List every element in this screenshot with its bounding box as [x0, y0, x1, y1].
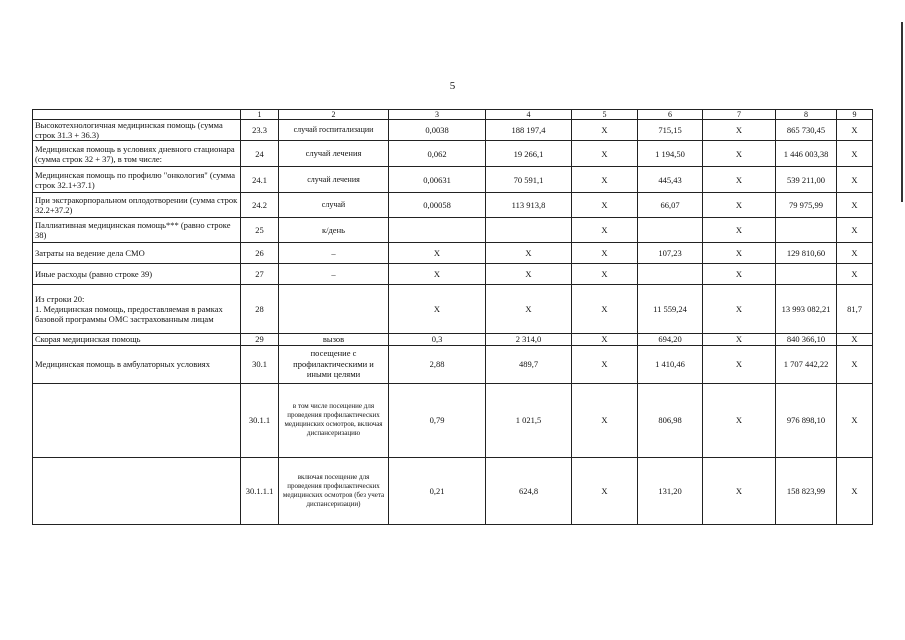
- row-code-cell: 30.1.1.1: [241, 457, 279, 524]
- row-code-cell: 24.2: [241, 193, 279, 218]
- col5-cell: X: [572, 193, 638, 218]
- col5-cell: X: [572, 383, 638, 457]
- col6-cell: 66,07: [638, 193, 703, 218]
- row-unit-cell: посещение с профилактическими и иными целями: [279, 345, 389, 383]
- row-code-cell: 30.1: [241, 345, 279, 383]
- header-cell: 6: [638, 110, 703, 120]
- col8-cell: 1 707 442,22: [776, 345, 837, 383]
- col7-cell: X: [703, 285, 776, 334]
- row-code-cell: 30.1.1: [241, 383, 279, 457]
- row-code-cell: 24.1: [241, 167, 279, 193]
- col8-cell: 158 823,99: [776, 457, 837, 524]
- col4-cell: 70 591,1: [486, 167, 572, 193]
- header-cell: 4: [486, 110, 572, 120]
- row-name-cell: Паллиативная медицинская помощь*** (равно строке 38): [33, 218, 241, 243]
- header-cell: 7: [703, 110, 776, 120]
- col7-cell: X: [703, 334, 776, 346]
- col4-cell: X: [486, 264, 572, 285]
- row-name-cell: Из строки 20: 1. Медицинская помощь, предоставляемая в рамках базовой программы ОМС застрахованным лицам: [33, 285, 241, 334]
- row-name-cell: Скорая медицинская помощь: [33, 334, 241, 346]
- col9-cell: X: [837, 243, 873, 264]
- row-unit-cell: в том числе посещение для проведения профилактических медицинских осмотров, включая диспансеризацию: [279, 383, 389, 457]
- header-cell: 5: [572, 110, 638, 120]
- col3-cell: 0,0038: [389, 120, 486, 141]
- row-unit-cell: случай госпитализации: [279, 120, 389, 141]
- table-row: [33, 193, 873, 218]
- col3-cell: 0,062: [389, 141, 486, 167]
- col8-cell: 976 898,10: [776, 383, 837, 457]
- col3-cell: 0,3: [389, 334, 486, 346]
- col6-cell: 445,43: [638, 167, 703, 193]
- col3-cell: 0,79: [389, 383, 486, 457]
- col8-cell: 1 446 003,38: [776, 141, 837, 167]
- col7-cell: X: [703, 243, 776, 264]
- col4-cell: [486, 218, 572, 243]
- col3-cell: X: [389, 264, 486, 285]
- table-row: [33, 243, 873, 264]
- row-name-cell: Медицинская помощь в условиях дневного стационара (сумма строк 32 + 37), в том числе:: [33, 141, 241, 167]
- row-name-cell: Затраты на ведение дела СМО: [33, 243, 241, 264]
- col5-cell: X: [572, 334, 638, 346]
- table-row: [33, 285, 873, 334]
- row-unit-cell: к/день: [279, 218, 389, 243]
- col4-cell: 489,7: [486, 345, 572, 383]
- col6-cell: 1 410,46: [638, 345, 703, 383]
- col6-cell: 131,20: [638, 457, 703, 524]
- col9-cell: X: [837, 334, 873, 346]
- col8-cell: 865 730,45: [776, 120, 837, 141]
- header-cell-blank: [33, 110, 241, 120]
- col9-cell: X: [837, 218, 873, 243]
- col5-cell: X: [572, 264, 638, 285]
- col7-cell: X: [703, 193, 776, 218]
- row-code-cell: 23.3: [241, 120, 279, 141]
- header-cell: 9: [837, 110, 873, 120]
- col5-cell: X: [572, 167, 638, 193]
- col3-cell: 0,21: [389, 457, 486, 524]
- col6-cell: 806,98: [638, 383, 703, 457]
- col9-cell: X: [837, 383, 873, 457]
- col7-cell: X: [703, 264, 776, 285]
- header-row: [33, 110, 873, 120]
- header-cell: 2: [279, 110, 389, 120]
- row-name-cell: Иные расходы (равно строке 39): [33, 264, 241, 285]
- col7-cell: X: [703, 457, 776, 524]
- col3-cell: [389, 218, 486, 243]
- col5-cell: X: [572, 120, 638, 141]
- col5-cell: X: [572, 457, 638, 524]
- col9-cell: X: [837, 264, 873, 285]
- col8-cell: [776, 218, 837, 243]
- col9-cell: X: [837, 120, 873, 141]
- col8-cell: [776, 264, 837, 285]
- col6-cell: 694,20: [638, 334, 703, 346]
- table-row: [33, 218, 873, 243]
- col7-cell: X: [703, 345, 776, 383]
- col7-cell: X: [703, 141, 776, 167]
- col9-cell: X: [837, 457, 873, 524]
- scan-edge-line: [901, 22, 903, 202]
- col5-cell: X: [572, 141, 638, 167]
- col9-cell: X: [837, 193, 873, 218]
- col6-cell: 11 559,24: [638, 285, 703, 334]
- col4-cell: 188 197,4: [486, 120, 572, 141]
- col7-cell: X: [703, 383, 776, 457]
- col7-cell: X: [703, 218, 776, 243]
- header-cell: 3: [389, 110, 486, 120]
- row-name-cell: При экстракорпоральном оплодотворении (сумма строк 32.2+37.2): [33, 193, 241, 218]
- table-row: [33, 334, 873, 346]
- row-name-cell: Медицинская помощь в амбулаторных условиях: [33, 345, 241, 383]
- col3-cell: X: [389, 243, 486, 264]
- table-row: [33, 345, 873, 383]
- row-unit-cell: вызов: [279, 334, 389, 346]
- col3-cell: 0,00631: [389, 167, 486, 193]
- col9-cell: 81,7: [837, 285, 873, 334]
- row-code-cell: 28: [241, 285, 279, 334]
- col4-cell: 19 266,1: [486, 141, 572, 167]
- col8-cell: 129 810,60: [776, 243, 837, 264]
- row-name-cell: [33, 383, 241, 457]
- col6-cell: 1 194,50: [638, 141, 703, 167]
- row-unit-cell: случай лечения: [279, 167, 389, 193]
- col4-cell: 1 021,5: [486, 383, 572, 457]
- col5-cell: X: [572, 345, 638, 383]
- row-name-cell: [33, 457, 241, 524]
- table-row: [33, 141, 873, 167]
- tariff-table: [32, 109, 873, 525]
- col4-cell: X: [486, 243, 572, 264]
- row-unit-cell: –: [279, 264, 389, 285]
- col3-cell: 2,88: [389, 345, 486, 383]
- table-row: [33, 120, 873, 141]
- col9-cell: X: [837, 167, 873, 193]
- col7-cell: X: [703, 120, 776, 141]
- table-row: [33, 264, 873, 285]
- row-unit-cell: –: [279, 243, 389, 264]
- header-cell: 1: [241, 110, 279, 120]
- col9-cell: X: [837, 345, 873, 383]
- row-name-cell: Медицинская помощь по профилю "онкология" (сумма строк 32.1+37.1): [33, 167, 241, 193]
- col5-cell: X: [572, 285, 638, 334]
- col3-cell: 0,00058: [389, 193, 486, 218]
- table-body: [33, 110, 873, 525]
- row-code-cell: 25: [241, 218, 279, 243]
- col4-cell: 624,8: [486, 457, 572, 524]
- col8-cell: 79 975,99: [776, 193, 837, 218]
- page-number: 5: [449, 80, 456, 92]
- table-row: [33, 383, 873, 457]
- row-unit-cell: случай: [279, 193, 389, 218]
- col8-cell: 539 211,00: [776, 167, 837, 193]
- col8-cell: 840 366,10: [776, 334, 837, 346]
- col6-cell: [638, 264, 703, 285]
- col4-cell: X: [486, 285, 572, 334]
- row-code-cell: 27: [241, 264, 279, 285]
- row-unit-cell: включая посещение для проведения профилактических медицинских осмотров (без учета диспансеризации): [279, 457, 389, 524]
- col4-cell: 113 913,8: [486, 193, 572, 218]
- col6-cell: 715,15: [638, 120, 703, 141]
- row-unit-cell: случай лечения: [279, 141, 389, 167]
- col6-cell: [638, 218, 703, 243]
- header-cell: 8: [776, 110, 837, 120]
- row-name-cell: Высокотехнологичная медицинская помощь (сумма строк 31.3 + 36.3): [33, 120, 241, 141]
- row-code-cell: 29: [241, 334, 279, 346]
- col5-cell: X: [572, 218, 638, 243]
- col4-cell: 2 314,0: [486, 334, 572, 346]
- table-row: [33, 167, 873, 193]
- col6-cell: 107,23: [638, 243, 703, 264]
- row-code-cell: 24: [241, 141, 279, 167]
- col8-cell: 13 993 082,21: [776, 285, 837, 334]
- row-code-cell: 26: [241, 243, 279, 264]
- row-unit-cell: [279, 285, 389, 334]
- col7-cell: X: [703, 167, 776, 193]
- table-row: [33, 457, 873, 524]
- col3-cell: X: [389, 285, 486, 334]
- col5-cell: X: [572, 243, 638, 264]
- col9-cell: X: [837, 141, 873, 167]
